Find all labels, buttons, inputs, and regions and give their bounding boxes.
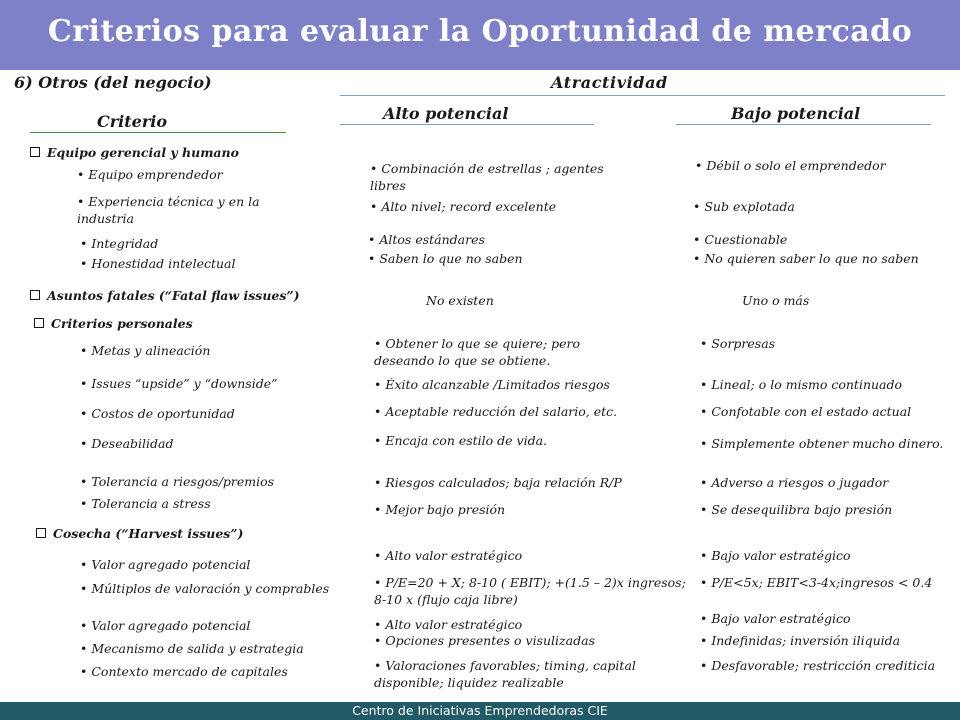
low-potential-item: • P/E<5x; EBIT<3-4x;ingresos < 0.4 [700,574,945,591]
group-header-fatales: Asuntos fatales (“Fatal flaw issues”) [30,287,300,304]
low-potential-item: • Bajo valor estratégico [700,610,851,627]
criterion-item: • Equipo emprendedor [77,166,223,183]
low-potential-item: • Confotable con el estado actual [700,403,911,420]
criterion-item: • Valor agregado potencial [80,617,250,634]
low-potential-item: • Se desequilibra bajo presión [700,501,892,518]
high-potential-item: • Altos estándares [368,231,485,248]
high-potential-rule [340,124,594,125]
section-label: 6) Otros (del negocio) [14,73,212,92]
low-potential-item: • No quieren saber lo que no saben [693,250,919,267]
low-potential-item: • Bajo valor estratégico [700,547,851,564]
group-header-equipo: Equipo gerencial y humano [30,144,239,161]
criterion-header: Criterio [97,112,167,131]
low-potential-item: • Simplemente obtener mucho dinero. [700,435,945,452]
criterion-item: • Experiencia técnica y en la industria [77,193,292,227]
checkbox-square-icon [30,290,40,300]
high-potential-item: No existen [426,293,494,308]
high-potential-item: • Alto nivel; record excelente [370,198,556,215]
high-potential-item: • Mejor bajo presión [374,501,505,518]
low-potential-header: Bajo potencial [731,104,861,123]
high-potential-item: • Alto valor estratégico [374,616,522,633]
low-potential-item: Uno o más [742,293,810,308]
high-potential-item: • Éxito alcanzable /Limitados riesgos [374,376,610,393]
criterion-rule [30,132,286,133]
footer-bar [0,702,960,720]
criterion-item: • Costos de oportunidad [80,405,235,422]
low-potential-item: • Adverso a riesgos o jugador [700,474,888,491]
low-potential-item: • Lineal; o lo mismo continuado [700,376,902,393]
attractiveness-header: Atractividad [551,73,668,92]
low-potential-item: • Desfavorable; restricción crediticia [700,657,940,674]
footer-label: Centro de Iniciativas Emprendedoras CIE [352,703,608,718]
low-potential-item: • Débil o solo el emprendedor [695,157,886,174]
attractiveness-rule [340,95,945,96]
group-header-cosecha: Cosecha (“Harvest issues”) [36,525,243,542]
high-potential-item: • Alto valor estratégico [374,547,522,564]
high-potential-item: • Opciones presentes o visulizadas [374,632,595,649]
criterion-item: • Integridad [80,235,158,252]
high-potential-item: • Riesgos calculados; baja relación R/P [374,474,622,491]
group-header-personales: Criterios personales [34,315,193,332]
criterion-item: • Issues “upside” y “downside” [80,375,278,392]
checkbox-square-icon [36,528,46,538]
checkbox-square-icon [30,147,40,157]
high-potential-item: • Saben lo que no saben [368,250,523,267]
checkbox-square-icon [34,318,44,328]
criterion-item: • Valor agregado potencial [80,556,250,573]
page-title: Criterios para evaluar la Oportunidad de mercado [47,14,913,49]
high-potential-item: • Combinación de estrellas ; agentes libres [370,160,605,194]
high-potential-item: • Encaja con estilo de vida. [374,432,547,449]
criterion-item: • Mecanismo de salida y estrategia [80,640,304,657]
criterion-item: • Honestidad intelectual [80,255,236,272]
high-potential-header: Alto potencial [383,104,509,123]
title-bar [0,0,960,70]
criterion-item: • Tolerancia a riesgos/premios [80,473,274,490]
criterion-item: • Deseabilidad [80,435,174,452]
criterion-item: • Metas y alineación [80,342,210,359]
low-potential-item: • Indefinidas; inversión iliquida [700,632,900,649]
criterion-item: • Múltiplos de valoración y comprables [80,580,329,597]
low-potential-rule [676,124,931,125]
criterion-item: • Tolerancia a stress [80,495,211,512]
low-potential-item: • Sub explotada [693,198,795,215]
high-potential-item: • Obtener lo que se quiere; pero deseando lo que se obtiene. [374,335,624,369]
low-potential-item: • Sorpresas [700,335,775,352]
criterion-item: • Contexto mercado de capitales [80,663,288,680]
high-potential-item: • Valoraciones favorables; timing, capital disponible; liquidez realizable [374,657,689,691]
high-potential-item: • Aceptable reducción del salario, etc. [374,403,617,420]
low-potential-item: • Cuestionable [693,231,787,248]
high-potential-item: • P/E=20 + X; 8-10 ( EBIT); +(1.5 – 2)x ingresos; 8-10 x (flujo caja libre) [374,574,689,608]
